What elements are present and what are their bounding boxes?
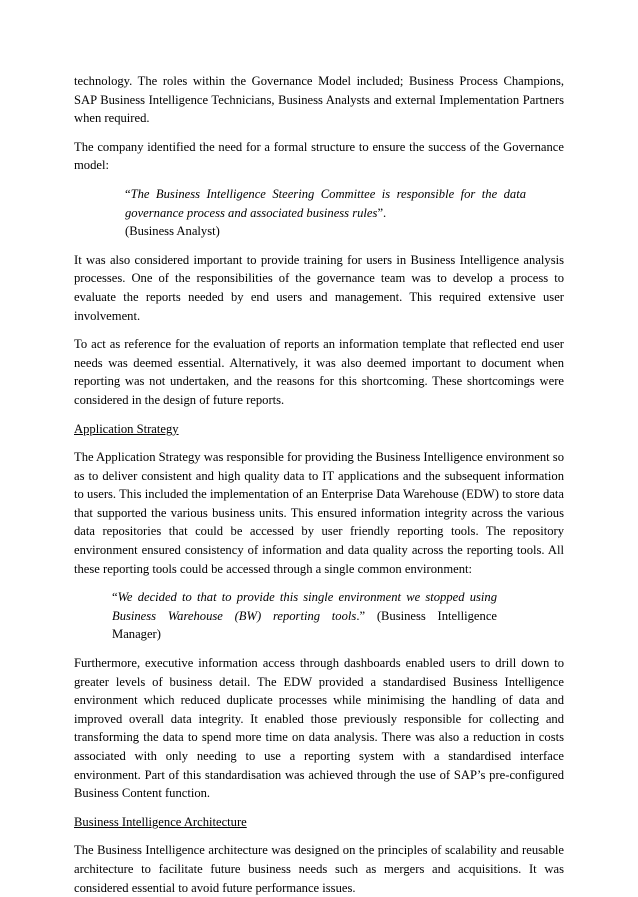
quote-attribution: (Business Intelligence Manager) [112,608,497,642]
paragraph-formal-structure: The company identified the need for a formal structure to ensure the success of the Governance model: [74,139,564,173]
paragraph-application-strategy: The Application Strategy was responsible for providing the Business Intelligence environment so as to deliver consistent and high quality data to IT applications and the subsequent information to users. This included the implementation of an Enterprise Data Warehouse (EDW) to store data that supported the various business units. This ensured information integrity across the various data repositories that could be accessed by user friendly reporting tools. The repository environment ensured consistency of information and data quality across the reporting tools. All these reporting tools could be accessed through a single common environment: [74,450,565,576]
quote-open-mark: “ [125,186,131,201]
paragraph-training: It was also considered important to provide training for users in Business Intelligence analysis processes. One of the responsibilities of the governance team was to develop a process to evaluate the reports needed by end users and management. This required extensive user involvement. [74,252,564,323]
quote-single-environment [112,588,497,644]
paragraph-information-template: To act as reference for the evaluation of reports an information template that reflected end user needs was deemed essential. Alternatively, it was also deemed important to document when reporting was not undertaken, and the reasons for this shortcoming. These shortcomings were considered in the design of future reports. [74,337,564,407]
quote-steering-committee [125,185,526,241]
paragraph-governance-roles: technology. The roles within the Governance Model included; Business Process Champions, SAP Business Intelligence Technicians, Business Analysts and external Implementation Partners when required. [74,74,564,126]
heading-application-strategy: Application Strategy [74,421,179,436]
paragraph-executive-access: Furthermore, executive information access through dashboards enabled users to drill down to greater levels of business detail. The EDW provided a standardised Business Intelligence environment which reduced duplicate processes while minimising the handling of data and improved overall data integrity. It enabled those previously responsible for collecting and transforming the data to spend more time on data analysis. There was also a reduction in costs associated with only needing to use a reporting system with a standardised interface environment. Part of this standardisation was achieved through the use of SAP’s pre-configured Business Content function. [74,656,564,801]
quote-close-mark: .” [356,608,366,623]
quote-close-mark: ”. [377,205,387,220]
quote-attribution: (Business Analyst) [125,224,220,239]
quote-text: We decided to that to provide this single environment we stopped using Business Warehouse (BW) reporting tools [112,590,497,623]
heading-bi-architecture: Business Intelligence Architecture [74,814,247,829]
quote-open-mark: “ [112,590,118,605]
quote-text: The Business Intelligence Steering Committee is responsible for the data governance process and associated business rules [125,186,526,220]
paragraph-bi-architecture: The Business Intelligence architecture was designed on the principles of scalability and reusable architecture to facilitate future business needs such as mergers and acquisitions. It was considered essential to avoid future performance issues. [74,843,564,895]
